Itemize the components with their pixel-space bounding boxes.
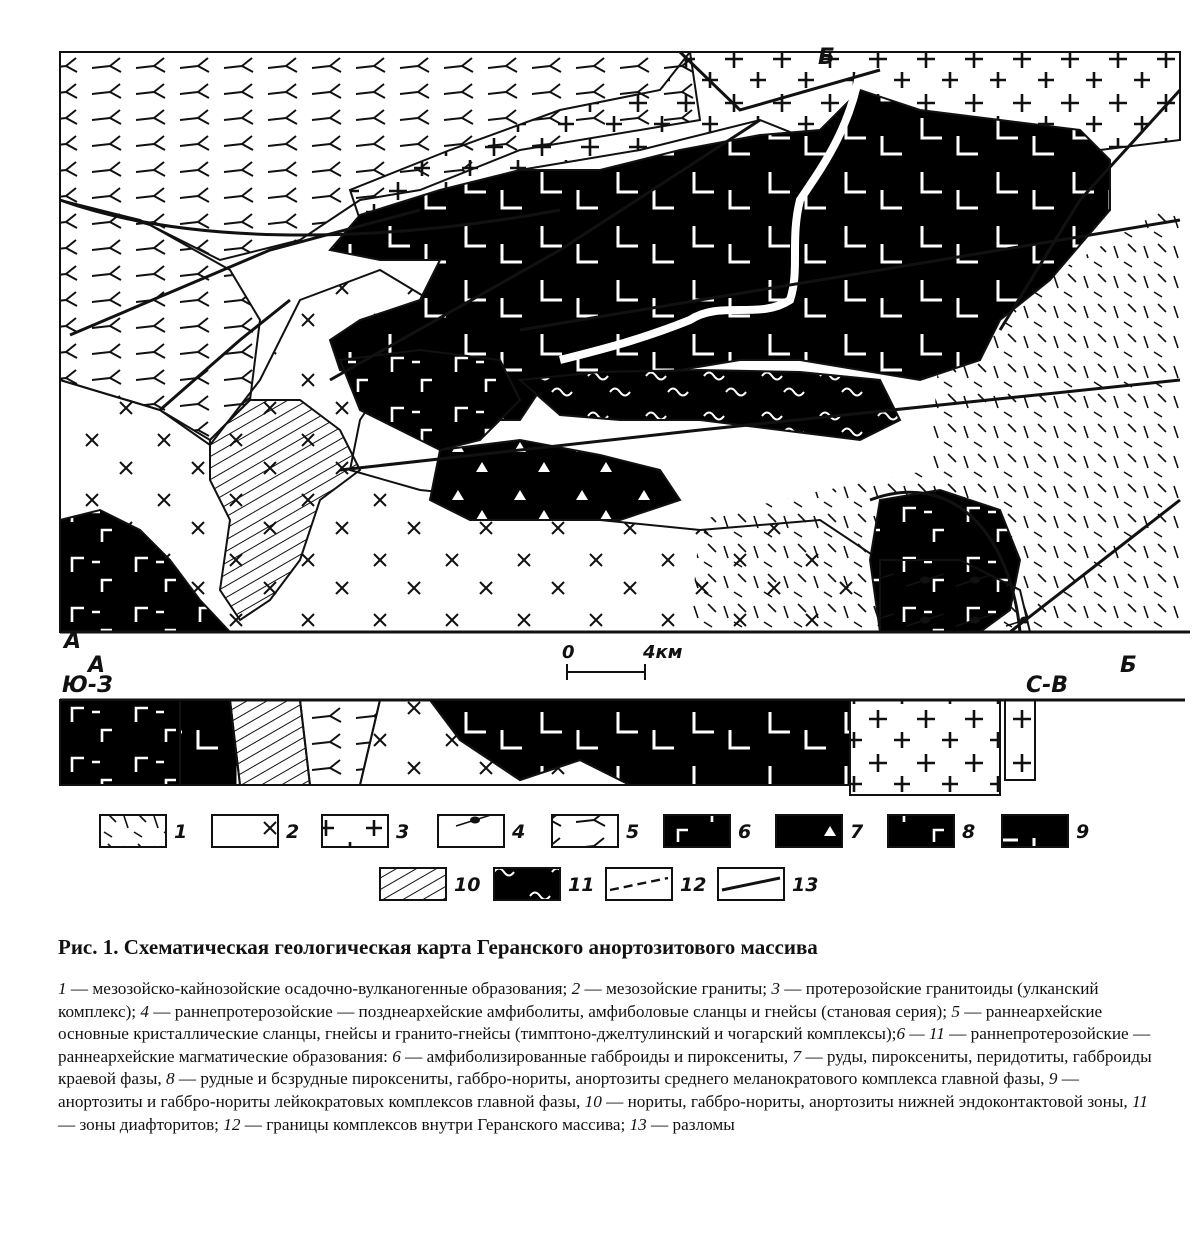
section-unit-10: [230, 700, 310, 785]
caption-item-number: 2: [571, 979, 581, 998]
caption-item-number: 3: [771, 979, 780, 998]
caption-item-number: 12: [223, 1114, 241, 1134]
legend-item-9: [1002, 815, 1089, 847]
legend-item-6: [664, 815, 751, 847]
point-b-label: Б: [818, 45, 835, 70]
caption-item-text: — нориты, габбро-нориты, анортозиты нижней эндоконтактовой зоны,: [601, 1091, 1132, 1111]
legend-swatch-7: [776, 815, 842, 847]
section-unit-3: [850, 700, 1000, 795]
legend-swatch-6: [664, 815, 730, 847]
legend-item-10: [380, 868, 480, 900]
map-main: [60, 45, 1190, 654]
legend-swatch-10: [380, 868, 446, 900]
scale-bar: [562, 642, 683, 680]
legend-item-2: [212, 815, 299, 847]
direction-ne-label: С-В: [1026, 673, 1069, 698]
legend-item-3: [322, 815, 409, 847]
legend-swatch-1: [100, 815, 166, 847]
caption-item-number: 10: [584, 1091, 602, 1111]
caption-item-text: — зоны диафторитов;: [58, 1114, 224, 1134]
point-a-label: А: [64, 629, 82, 654]
caption-item-text: — раннепротерозойские — позднеархейские амфиболиты, амфиболовые сланцы и гнейсы (становая серия);: [148, 1001, 952, 1021]
legend-item-11: [494, 868, 594, 900]
legend-swatch-8: [888, 815, 954, 847]
figure-caption: [58, 935, 1158, 1136]
legend-item-7: [776, 815, 864, 847]
legend-number-11: 11: [568, 874, 595, 896]
caption-item-number: 7: [792, 1046, 802, 1066]
section-start-label: А: [88, 653, 106, 678]
caption-body: [58, 978, 1158, 1136]
legend-number-4: 4: [512, 821, 526, 843]
legend-number-9: 9: [1076, 821, 1090, 843]
section-end-label: Б: [1120, 653, 1137, 678]
scale-end-label: 4км: [643, 642, 683, 663]
caption-item-text: — мезозойские граниты;: [580, 979, 772, 998]
caption-item-number: 6: [392, 1046, 401, 1066]
legend-number-3: 3: [396, 821, 410, 843]
caption-item-text: — мезозойско-кайнозойские осадочно-вулканогенные образования;: [66, 979, 572, 998]
legend-swatch-4: [438, 815, 504, 847]
caption-item-number: 5: [951, 1001, 960, 1021]
legend-item-4: [438, 815, 525, 847]
caption-item-number: 4: [140, 1001, 149, 1021]
caption-item-text: — рудные и бсзрудные пироксениты, габбро-нориты, анортозиты среднего меланократового комплекса главной фазы,: [174, 1069, 1049, 1089]
caption-item-text: — разломы: [646, 1114, 735, 1134]
legend-number-5: 5: [626, 821, 640, 843]
caption-item-number: 11: [1132, 1091, 1148, 1111]
caption-item-number: 9: [1048, 1069, 1058, 1089]
section-unit-3-east: [1005, 700, 1035, 780]
legend-swatch-5: [552, 815, 618, 847]
legend-item-5: [552, 815, 639, 847]
legend-number-7: 7: [850, 821, 864, 843]
legend-number-13: 13: [792, 874, 819, 896]
direction-sw-label: Ю-З: [62, 673, 113, 698]
scale-start-label: 0: [562, 642, 575, 663]
legend-item-8: [888, 815, 975, 847]
caption-item-text: — протерозойские гранитоиды (улканский комплекс);: [58, 979, 1099, 1021]
legend-item-13: [718, 868, 818, 900]
legend-number-6: 6: [738, 821, 752, 843]
caption-item-text: — амфиболизированные габброиды и пироксениты,: [400, 1046, 793, 1066]
legend-swatch-11: [494, 868, 560, 900]
legend-number-12: 12: [680, 874, 707, 896]
caption-item-number: 6 — 11: [896, 1024, 945, 1044]
section-unit-6: [60, 700, 180, 785]
caption-title: Рис. 1. Схематическая геологическая карта Геранского анортозитового массива: [58, 935, 818, 959]
caption-item-text: — руды, пироксениты, перидотиты, габброиды краевой фазы,: [58, 1046, 1152, 1089]
legend: [100, 815, 1089, 900]
caption-item-text: — границы комплексов внутри Геранского массива;: [240, 1114, 630, 1134]
caption-item-text: — раннеархейские основные кристаллические сланцы, гнейсы и гранито-гнейсы (тимптоно-джелтулинский и чогарский комплексы);: [58, 1001, 1103, 1044]
caption-item-text: — анортозиты и габбро-нориты лейкократовых комплексов главной фазы,: [58, 1069, 1079, 1111]
legend-swatch-9: [1002, 815, 1068, 847]
caption-item-number: 1: [58, 979, 67, 998]
caption-item-number: 13: [629, 1114, 647, 1134]
legend-number-2: 2: [286, 821, 300, 843]
caption-item-number: 8: [165, 1069, 175, 1089]
cross-section: [60, 653, 1185, 795]
legend-swatch-3: [322, 815, 388, 847]
legend-item-12: [606, 868, 706, 900]
legend-number-1: 1: [174, 821, 188, 843]
caption-item-text: — раннепротерозойские — раннеархейские магматические образования:: [58, 1024, 1151, 1066]
legend-swatch-2: [212, 815, 278, 847]
legend-number-10: 10: [454, 874, 481, 896]
legend-number-8: 8: [962, 821, 976, 843]
legend-item-1: [100, 815, 187, 847]
